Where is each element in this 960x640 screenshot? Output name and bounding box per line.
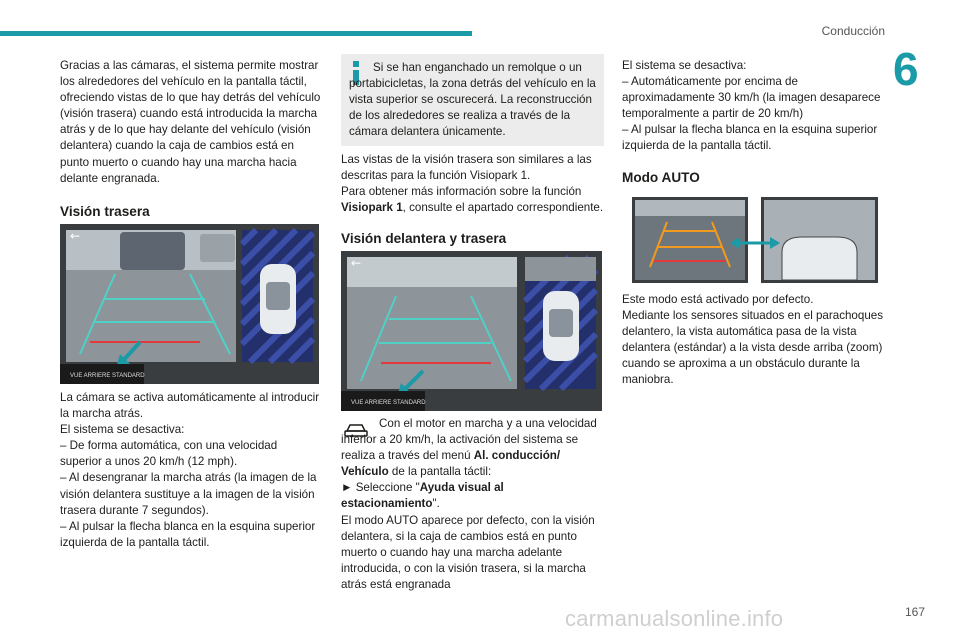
activation-p xyxy=(341,416,604,480)
back-arrow-icon: ← xyxy=(351,256,362,270)
section-title: Conducción xyxy=(821,24,885,38)
heading-auto-mode: Modo AUTO xyxy=(622,169,700,185)
column-1-lower xyxy=(60,390,322,551)
auto-mode-illustration xyxy=(632,197,878,283)
column-3-lower xyxy=(622,292,884,389)
deactivation-p1: El sistema se desactiva: xyxy=(622,59,747,72)
info-note-box xyxy=(341,54,604,146)
select-step-prefix: ► Seleccione " xyxy=(341,481,420,495)
auto-p2: Mediante los sensores situados en el parachoques delantero, la vista automática pasa de la vista delantera (estándar) a la vista desde arriba (zoom) cuando se aproxima a un obstáculo durante la maniobra. xyxy=(622,309,884,387)
select-step xyxy=(341,480,604,512)
rear-camera-illustration xyxy=(60,224,319,384)
image-caption-rear: VUE ARRIERE STANDARD xyxy=(70,373,145,379)
menu-name: Al. conducción/ Vehículo xyxy=(341,449,561,479)
heading-front-rear: Visión delantera y trasera xyxy=(341,231,507,247)
auto-default-p: El modo AUTO aparece por defecto, con la visión delantera, si la caja de cambios está en punto muerto o cuando hay una marcha adelante introducida, o con la visión trasera, si la marcha atrás está engranada xyxy=(341,513,595,591)
deactivation-p3: – Al pulsar la flecha blanca en la esquina superior izquierda de la pantalla táctil. xyxy=(622,123,878,153)
image-caption-front: VUE ARRIERE STANDARD xyxy=(351,400,426,406)
auto-p1: Este modo está activado por defecto. xyxy=(622,293,814,306)
front-rear-camera-illustration xyxy=(341,251,602,411)
intro-paragraph: Gracias a las cámaras, el sistema permite mostrar los alrededores del vehículo en la pantalla táctil, ofreciendo vistas de lo que hay detrás del vehículo (visión trasera) cuando está introducida la marcha atrás y de lo que hay delante del vehículo (visión delantera) cuando la caja de cambios está en punto muerto o cuando hay una marcha hacia delante engranada. xyxy=(60,59,321,185)
rear-p3: – De forma automática, con una velocidad superior a unos 20 km/h (12 mph). xyxy=(60,439,278,469)
auto-mode-svg xyxy=(632,197,878,283)
visiopark-p2 xyxy=(341,184,604,216)
column-2 xyxy=(341,152,604,247)
heading-rear-view: Visión trasera xyxy=(60,203,150,219)
visiopark-p2-end: , consulte el apartado correspondiente. xyxy=(402,201,604,215)
rear-camera-svg xyxy=(60,224,319,384)
visiopark-p2-text: Para obtener más información sobre la función xyxy=(341,185,582,199)
note-text: Si se han enganchado un remolque o un portabicicletas, la zona detrás del vehículo en la vista superior se oscurecerá. La reconstrucción de los alrededores se realiza a través de la cámara delantera únicamente. xyxy=(349,61,596,139)
watermark: carmanualsonline.info xyxy=(565,606,784,631)
rear-p4: – Al desengranar la marcha atrás (la imagen de la visión delantera sustituye a la imagen de la visión trasera durante 7 segundos). xyxy=(60,471,317,517)
activation-end: de la pantalla táctil: xyxy=(388,465,492,479)
top-accent-bar xyxy=(0,31,472,36)
select-step-end: ". xyxy=(432,497,440,511)
front-camera-svg xyxy=(341,251,602,411)
back-arrow-icon: ← xyxy=(70,229,81,243)
parking-aid-option: Ayuda visual al estacionamiento xyxy=(341,481,504,511)
column-1 xyxy=(60,58,322,220)
activation-text: Con el motor en marcha y a una velocidad inferior a 20 km/h, la activación del sistema se realiza a través del menú xyxy=(341,417,597,463)
rear-p5: – Al pulsar la flecha blanca en la esquina superior izquierda de la pantalla táctil. xyxy=(60,519,316,549)
deactivation-p2: – Automáticamente por encima de aproximadamente 30 km/h (la imagen desaparece temporalmente a partir de 20 km/h) xyxy=(622,75,881,121)
page-number: 167 xyxy=(904,605,925,619)
visiopark-p1: Las vistas de la visión trasera son similares a las descritas para la función Visiopark 1. xyxy=(341,153,592,183)
visiopark-link-text: Visiopark 1 xyxy=(341,201,403,215)
rear-p1: La cámara se activa automáticamente al introducir la marcha atrás. xyxy=(60,391,320,421)
column-3 xyxy=(622,58,884,186)
chapter-number: 6 xyxy=(893,43,919,95)
column-2-lower xyxy=(341,416,604,593)
rear-p2: El sistema se desactiva: xyxy=(60,423,185,437)
